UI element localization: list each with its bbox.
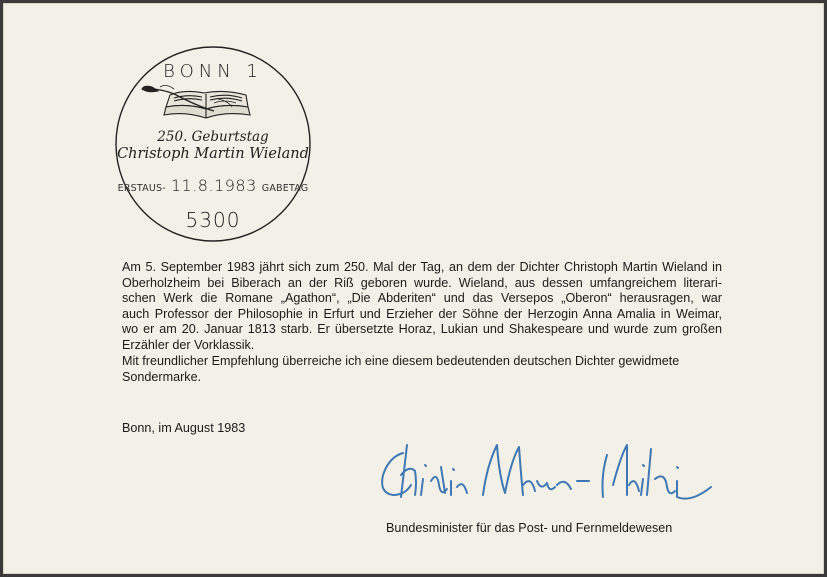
paragraph-line: Mit freundlicher Empfehlung überreiche ich eine diesem bedeutenden deutschen Dichter gewidmete (122, 354, 680, 368)
paragraph-line: auch Professor der Philosophie in Erfurt und Erzieher der Söhne der Herzogin Anna Amalia in Weimar, (122, 306, 722, 321)
postmark-first-day-label-left: ERSTAUS- (117, 183, 166, 194)
postmark-date: 11.8.1983 (170, 176, 257, 195)
postmark (114, 45, 312, 243)
postmark-occasion: 250. Geburtstag (157, 129, 269, 145)
paragraph-line: wo er am 20. Januar 1813 starb. Er übersetzte Horaz, Lukian und Shakespeare und wurde zum großen (122, 322, 722, 337)
letter-paragraph-biography (122, 260, 722, 354)
postmark-first-day-label-right: GABETAG (261, 183, 309, 194)
place-and-date: Bonn, im August 1983 (122, 421, 246, 435)
paragraph-line: Sondermarke. (122, 369, 202, 384)
postmark-postal-code: 5300 (185, 208, 241, 232)
paragraph-line: schen Werk die Romane „Agathon“, „Die Abderiten“ und das Versepos „Oberon“ herausragen, war (122, 291, 722, 306)
paragraph-line: Erzähler der Vorklassik. (122, 337, 255, 352)
paragraph-line: Am 5. September 1983 jährt sich zum 250. Mal der Tag, an dem der Dichter Christoph Martin Wieland in (122, 260, 722, 274)
postmark-date-row (114, 176, 312, 195)
postmark-honoree: Christoph Martin Wieland (117, 146, 309, 162)
signatory-title: Bundesminister für das Post- und Fernmeldewesen (386, 521, 673, 535)
paragraph-line: Oberholzheim bei Biberach an der Riß geboren wurde. Wieland, aus dessen umfangreichem literari- (122, 275, 722, 290)
postmark-city: BONN 1 (163, 61, 263, 82)
commemorative-card (3, 3, 824, 574)
handwritten-signature (371, 435, 737, 515)
letter-paragraph-dedication (122, 354, 722, 385)
book-and-quill-icon (142, 85, 250, 118)
